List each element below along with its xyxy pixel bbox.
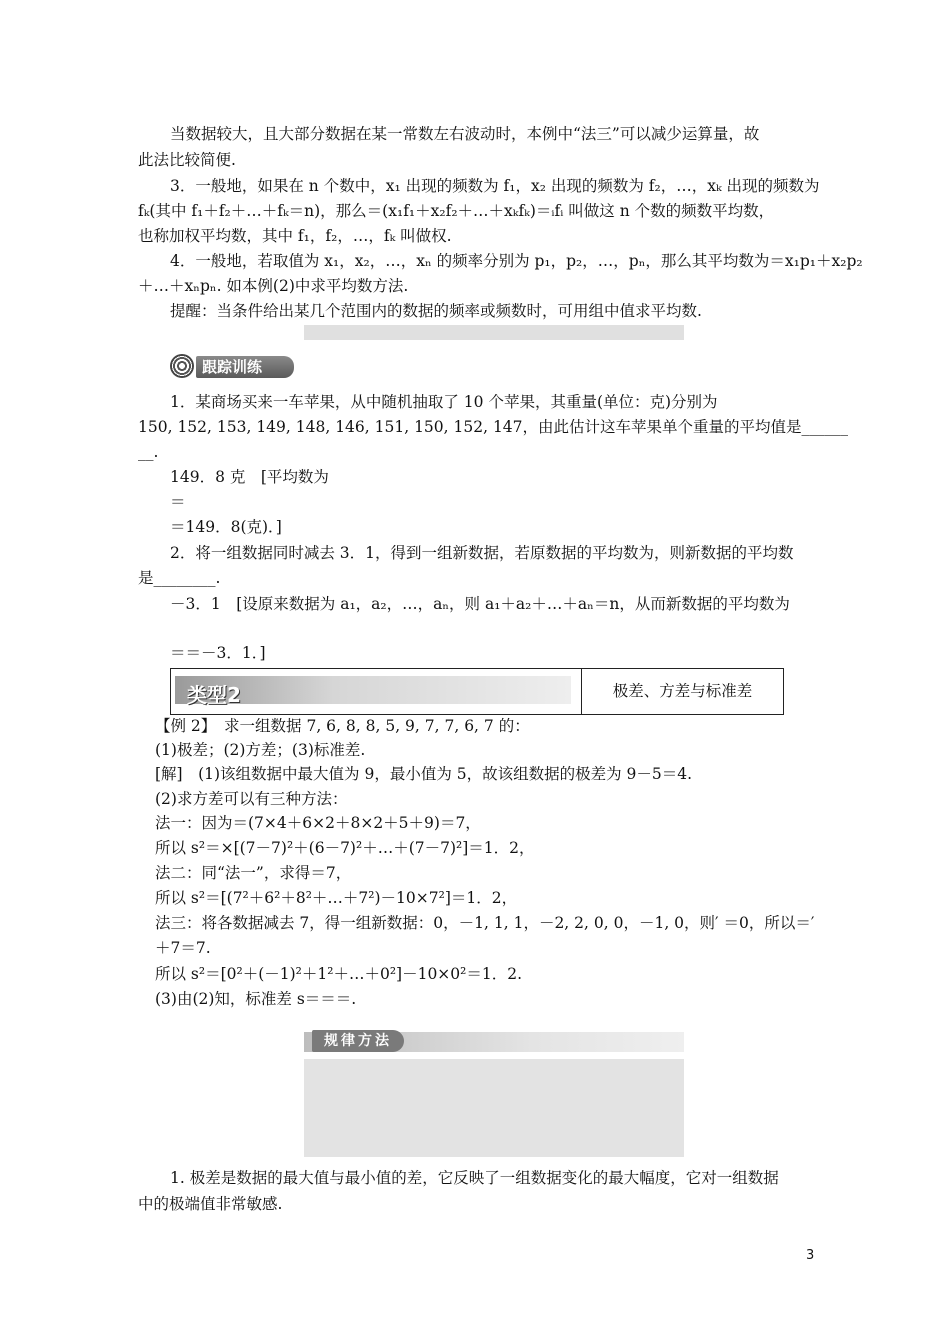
tip-text: 提醒：当条件给出某几个范围内的数据的频率或频数时，可用组中值求平均数. [170, 302, 702, 320]
paragraph-line: 4．一般地，若取值为 x₁，x₂，…，xₙ 的频率分别为 p₁，p₂，…，pₙ，那么其平均数为＝x₁p₁＋x₂p₂ [170, 252, 863, 270]
paragraph-line: 3．一般地，如果在 n 个数中，x₁ 出现的频数为 f₁，x₂ 出现的频数为 f₂，…，xₖ 出现的频数为 [170, 177, 820, 195]
example-line: 所以 s²＝[0²＋(－1)²＋1²＋…＋0²]－10×0²＝1．2. [155, 965, 523, 983]
method-line: 中的极端值非常敏感. [138, 1195, 283, 1213]
question-line: 2．将一组数据同时减去 3．1，得到一组新数据，若原数据的平均数为，则新数据的平均数 [170, 544, 794, 562]
paragraph-line: ＋…＋xₙpₙ. 如本例(2)中求平均数方法. [138, 277, 409, 295]
track-training-badge [170, 354, 288, 380]
track-training-label: 跟踪训练 [196, 356, 294, 378]
example-line: (3)由(2)知，标准差 s＝＝＝. [155, 990, 357, 1008]
method-label: 规律方法 [312, 1030, 404, 1052]
question-line: 1．某商场买来一车苹果，从中随机抽取了 10 个苹果，其重量(单位：克)分别为 [170, 393, 718, 411]
paragraph-line: 也称加权平均数，其中 f₁，f₂，…，fₖ 叫做权. [138, 227, 452, 245]
example-line: 【例 2】 求一组数据 7, 6, 8, 8, 5, 9, 7, 7, 6, 7 的： [155, 717, 530, 735]
example-line: (2)求方差可以有三种方法： [155, 790, 348, 808]
example-line: [解] (1)该组数据中最大值为 9，最小值为 5，故该组数据的极差为 9－5＝4. [155, 765, 693, 783]
answer-line: 149．8 克 [平均数为 [170, 468, 329, 486]
method-badge [304, 1032, 684, 1052]
example-line: 法一：因为＝(7×4＋6×2＋8×2＋5＋9)＝7， [155, 814, 481, 832]
paragraph-line: 此法比较简便. [138, 151, 236, 169]
answer-line: ＝149．8(克)．] [170, 518, 282, 536]
gray-divider [304, 325, 684, 340]
example-line: 所以 s²＝×[(7－7)²＋(6－7)²＋…＋(7－7)²]＝1．2， [155, 839, 535, 857]
example-line: (1)极差；(2)方差；(3)标准差. [155, 741, 366, 759]
type-2-banner [171, 669, 582, 714]
example-line: ＋7＝7. [155, 939, 211, 957]
example-line: 法三：将各数据减去 7，得一组新数据：0，－1, 1, 1，－2, 2, 0, 0，－1, 0，则′ ＝0，所以＝′ [155, 914, 815, 932]
type-2-header [170, 668, 784, 715]
example-line: 法二：同“法一”，求得＝7， [155, 864, 352, 882]
question-line: __. [138, 443, 159, 461]
type-2-title: 极差、方差与标准差 [612, 682, 753, 700]
answer-line: ＝ [170, 493, 186, 511]
example-line: 所以 s²＝[(7²＋6²＋8²＋…＋7²)－10×7²]＝1．2， [155, 889, 518, 907]
paragraph-line: 当数据较大，且大部分数据在某一常数左右波动时，本例中“法三”可以减少运算量，故 [170, 125, 760, 143]
paragraph-line: fₖ(其中 f₁＋f₂＋…＋fₖ＝n)，那么＝(x₁f₁＋x₂f₂＋…＋xₖfₖ)＝ᵢfᵢ 叫做这 n 个数的频数平均数， [138, 202, 775, 220]
answer-line: －3．1 [设原来数据为 a₁，a₂，…，aₙ，则 a₁＋a₂＋…＋aₙ＝n，从而新数据的平均数为 [170, 595, 790, 613]
question-line: 150, 152, 153, 149, 148, 146, 151, 150, 152, 147，由此估计这车苹果单个重量的平均值是______ [138, 418, 849, 436]
method-gray-box [304, 1059, 684, 1157]
method-line: 1. 极差是数据的最大值与最小值的差，它反映了一组数据变化的最大幅度，它对一组数据 [170, 1169, 779, 1187]
page-number: 3 [806, 1248, 815, 1263]
type-2-tag: 类型2 [187, 683, 241, 707]
answer-line: ＝＝－3．1．] [170, 644, 266, 662]
target-icon [170, 354, 194, 378]
question-line: 是________. [138, 569, 221, 587]
